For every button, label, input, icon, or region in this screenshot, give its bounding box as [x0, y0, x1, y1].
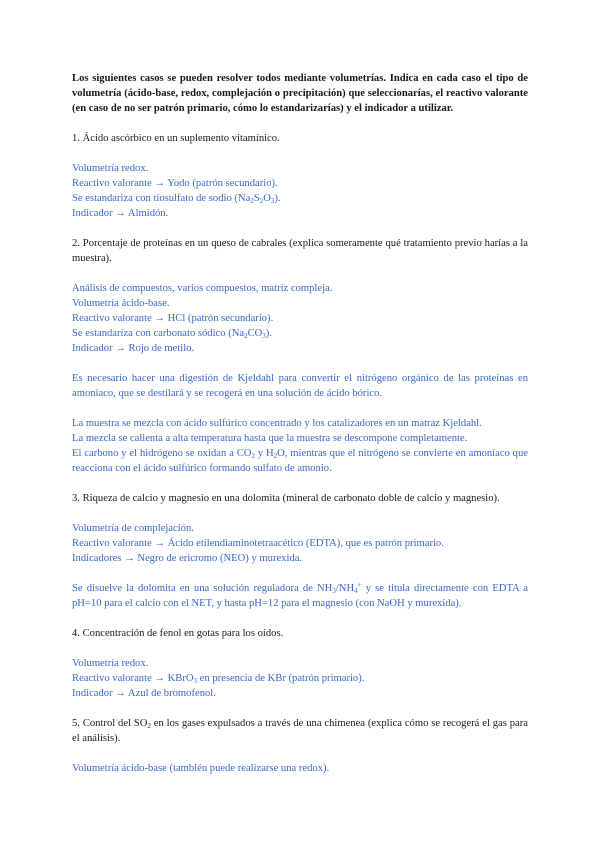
question-2: 2. Porcentaje de proteínas en un queso de cabrales (explica someramente qué tratamiento previo harías a la muestra). [72, 238, 528, 264]
answer-1-standardization: Se estandariza con tiosulfato de sodio $(Na_2S_2O_3)$. [72, 193, 281, 205]
answer-4 [72, 656, 528, 701]
answer-2-indicator: Indicador → Rojo de metilo. [72, 343, 195, 354]
question-4: 4. Concentración de fenol en gotas para los oídos. [72, 628, 284, 639]
arrow-icon: → [115, 343, 126, 354]
question-5: 5. Control del $SO_2$ en los gases expulsados a través de una chimenea (explica cómo se recogerá el gas para el análisis). [72, 718, 528, 744]
answer-2-kjeldahl-paragraph: Es necesario hacer una digestión de Kjeldahl para convertir el nitrógeno orgánico de las proteínas en amoniaco, que se destilará y se recogerá en una solución de ácido bórico. [72, 373, 528, 399]
answer-3 [72, 521, 528, 611]
answer-2 [72, 281, 528, 476]
answer-2-type: Volumetría ácido-base. [72, 298, 170, 309]
answer-3-reagent: Reactivo valorante → Ácido etilendiaminotetraacético (EDTA), que es patrón primario. [72, 538, 444, 549]
answer-4-type: Volumetría redox. [72, 658, 149, 669]
answer-5-type: Volumetría ácido-base (también puede realizarse una redox). [72, 763, 330, 774]
question-1: 1. Ácido ascórbico en un suplemento vitamínico. [72, 133, 280, 144]
answer-2-procedure-line-1: La muestra se mezcla con ácido sulfúrico concentrado y los catalizadores en un matraz Kjeldahl. [72, 418, 482, 429]
answer-1-reagent: Reactivo valorante → Yodo (patrón secundario). [72, 178, 278, 189]
arrow-icon: → [154, 673, 165, 684]
answer-1-indicator: Indicador → Almidón. [72, 208, 169, 219]
answer-2-standardization: Se estandariza con carbonato sódico $(Na_2CO_3)$. [72, 328, 272, 340]
answer-4-reagent: Reactivo valorante → KBrO$_3$ en presencia de KBr (patrón primario). [72, 673, 365, 685]
answer-4-indicator: Indicador → Azul de bromofenol. [72, 688, 216, 699]
answer-3-type: Volumetría de complejación. [72, 523, 194, 534]
arrow-icon: → [115, 688, 126, 699]
answer-2-procedure-line-2: La mezcla se calienta a alta temperatura hasta que la muestra se descompone completamente. [72, 433, 468, 444]
arrow-icon: → [154, 538, 165, 549]
arrow-icon: → [154, 178, 165, 189]
answer-2-reagent: Reactivo valorante → HCl (patrón secundario). [72, 313, 274, 324]
intro-paragraph: Los siguientes casos se pueden resolver todos mediante volumetrías. Indica en cada caso el tipo de volumetría (ácido-base, redox, complejación o precipitación) que seleccionarías, el reactivo valorante (en caso de no ser patrón primario, cómo lo estandarizarías) y el indicador a utilizar. [72, 73, 528, 114]
answer-3-procedure: Se disuelve la dolomita en una solución reguladora de $NH_3/NH_4^+$ y se titula directamente con EDTA a pH=10 para el calcio con el NET, y hasta pH=12 para el magnesio (con NaOH y murexida). [72, 581, 528, 609]
answer-3-indicator: Indicadores → Negro de ericromo (NEO) y murexida. [72, 553, 303, 564]
answer-1-type: Volumetría redox. [72, 163, 149, 174]
arrow-icon: → [154, 313, 165, 324]
question-3: 3. Riqueza de calcio y magnesio en una dolomita (mineral de carbonato doble de calcio y magnesio). [72, 493, 500, 504]
document-body [72, 71, 528, 776]
arrow-icon: → [115, 208, 126, 219]
answer-2-analysis: Análisis de compuestos, varios compuestos, matriz compleja. [72, 283, 333, 294]
answer-1 [72, 161, 528, 221]
arrow-icon: → [124, 553, 135, 564]
answer-2-procedure-line-3: El carbono y el hidrógeno se oxidan a $CO_2$ y $H_2O$, mientras que el nitrógeno se convierte en amoníaco que reacciona con el ácido sulfúrico formando sulfato de amonio. [72, 448, 528, 474]
